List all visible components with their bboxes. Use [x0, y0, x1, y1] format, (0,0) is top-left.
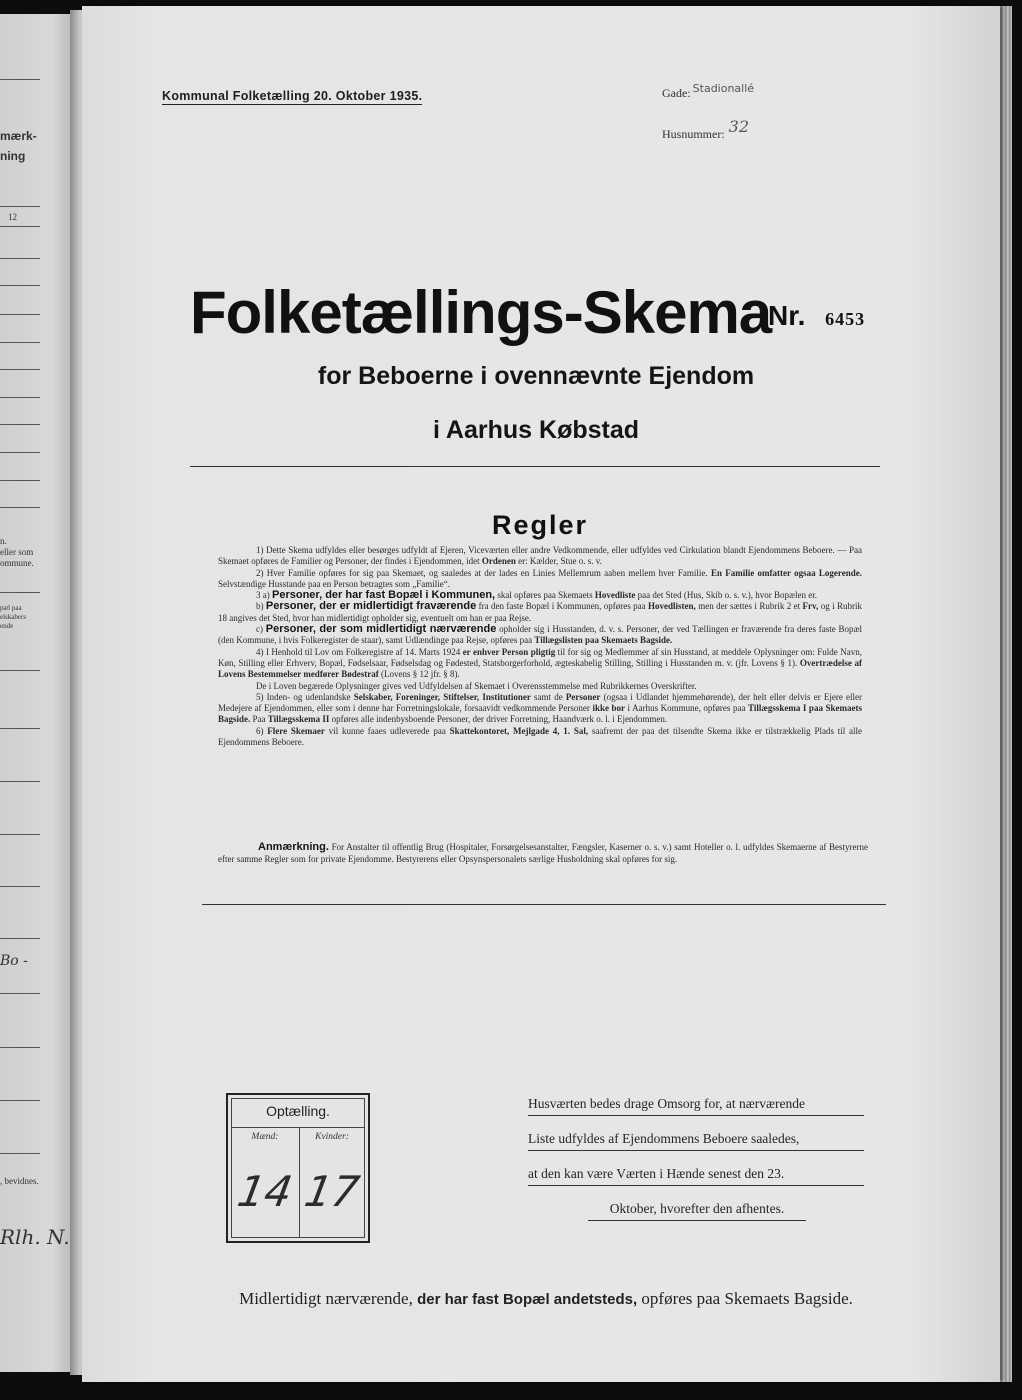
left-fragment-text: eller som: [0, 547, 34, 557]
rule-1: 1) Dette Skema udfyldes eller besørges udfyldt af Ejeren, Viceværten eller andre Vedkommende, eller udfyldes ved Cirkulation blandt Ejendommens Beboere. — Paa Skemaet opføres de Familier og Personer, der findes i Ejendommen, idet Ordenen er: Kælder, Stue o. s. v.: [218, 545, 862, 567]
rules-text: [218, 545, 862, 748]
form-number-label: Nr.: [768, 300, 806, 331]
left-fragment-text: ende: [0, 622, 14, 630]
divider: [190, 466, 880, 467]
form-title: Folketællings-Skema: [190, 279, 772, 346]
left-fragment-text: Bo -: [0, 953, 28, 969]
left-fragment-text: , bevidnes.: [0, 1176, 39, 1186]
left-fragment-text: Rlh. N.: [0, 1225, 70, 1249]
form-subtitle-1: for Beboerne i ovennævnte Ejendom: [317, 362, 755, 390]
footer-text: Midlertidigt nærværende,: [239, 1289, 413, 1308]
maend-count: 14: [233, 1167, 297, 1216]
notice-line: Oktober, hvorefter den afhentes.: [588, 1198, 806, 1221]
left-fragment-text: pæl paa: [0, 604, 22, 612]
left-fragment-text: ommune.: [0, 558, 34, 568]
left-fragment-text: ning: [0, 149, 26, 163]
husnummer-label: Husnummer:: [662, 127, 725, 141]
anmaerkning-text: For Anstalter til offentlig Brug (Hospitaler, Forsørgelsesanstalter, Fængsler, Kaserner o. s. v.) samt Hoteller o. l. udfyldes Skemaerne af Bestyrerne efter samme Regler som for private Ejendomme. Bestyrerens eller Opsynspersonalets særlige Husholdning skal opføres for sig.: [218, 842, 868, 864]
rule-6: 6) Flere Skemaer vil kunne faaes udleverede paa Skattekontoret, Mejlgade 4, 1. Sal, saafremt der paa det tilsendte Skema ikke er tilstrækkelig Plads til alle Ejendommens Beboere.: [218, 725, 863, 748]
optaelling-heading: Optælling.: [266, 1103, 330, 1119]
left-fragment-text: mærk-: [0, 129, 37, 143]
husnummer-field: [662, 117, 750, 143]
optaelling-box: [226, 1093, 370, 1243]
left-page-fragment: [0, 14, 74, 1372]
gade-field: [662, 84, 754, 102]
rule-5: 5) Inden- og udenlandske Selskaber, Foreninger, Stiftelser, Institutioner samt de Personer (ogsaa i Udlandet hjemmehørende), der helt eller delvis er Ejere eller Medejere af Ejendommen, eller som i denne har Forretningslokale, forsaavidt vedkommende Personer ikke bor i Aarhus Kommune, opføres paa Tillægsskema I paa Skemaets Bagside. Paa Tillægsskema II opføres alle indenbysboende Personer, der driver Forretning, Haandværk o. l. i Ejendommen.: [218, 691, 863, 725]
form-number-value: 6453: [825, 309, 866, 329]
left-fragment-text: 12: [8, 212, 17, 222]
rule-3c: c) Personer, der som midlertidigt nærværende opholder sig i Husstanden, d. v. s. Personer, der ved Tællingen er fraværende fra deres faste Bopæl (den Kommune, i hvis Folkeregister de staar), samt Udlændinge paa Rejse, opføres paa Tillægslisten paa Skemaets Bagside.: [218, 623, 863, 646]
form-subtitle-2: i Aarhus Købstad: [432, 416, 640, 444]
rules-heading: Regler: [491, 510, 589, 540]
form-number: [768, 300, 865, 332]
rule-3b: b) Personer, der er midlertidigt fraværende fra den faste Bopæl i Kommunen, opføres paa Hovedlisten, men der sættes i Rubrik 2 et Frv, og i Rubrik 18 angives det Sted, hvor han midlertidigt opholder sig, eventuelt om han er paa Rejse.: [218, 600, 862, 623]
kvinder-label: Kvinder:: [315, 1132, 349, 1142]
notice-line: Husværten bedes drage Omsorg for, at nærværende: [528, 1093, 864, 1116]
rule-3a: 3 a) Personer, der har fast Bopæl i Kommunen, skal opføres paa Skemaets Hovedliste paa det Sted (Hus, Skib o. s. v.), hvor Bopælen er.: [256, 589, 817, 602]
left-fragment-text: elskabers: [0, 613, 27, 621]
footer-bold-text: der har fast Bopæl andetsteds,: [417, 1291, 638, 1308]
rule-4-cont: De i Loven begærede Oplysninger gives ved Udfyldelsen af Skemaet i Overensstemmelse med Rubrikkernes Overskrifter.: [256, 680, 697, 691]
footer-note: [208, 1289, 884, 1309]
census-header-title: Kommunal Folketælling 20. Oktober 1935.: [162, 89, 423, 103]
rule-4: 4) I Henhold til Lov om Folkeregistre af 14. Marts 1924 er enhver Person pligtig til for sig og Medlemmer af sin Husstand, at meddele Oplysninger om: Fulde Navn, Køn, Stilling eller Erhverv, Bopæl, Fødselsaar, Fødselsdag og Fødested, Statsborgerforhold, ægteskabelig Stilling, Stilling i Husstanden m. v. (jfr. Lovens § 1). Overtrædelse af Lovens Bestemmelser medfører Bødestraf (Lovens § 12 jfr. § 8).: [218, 646, 863, 680]
anmaerkning-note: [218, 842, 868, 865]
footer-text: opføres paa Skemaets Bagside.: [641, 1289, 853, 1308]
maend-label: Mænd:: [251, 1132, 279, 1142]
notice-line: at den kan være Værten i Hænde senest den 23.: [528, 1163, 864, 1186]
divider: [202, 904, 886, 905]
gade-label: Gade:: [662, 86, 691, 100]
rule-2: 2) Hver Familie opføres for sig paa Skemaet, og saaledes at der lades en Linies Mellemrum aaben mellem hver Familie. En Familie omfatter ogsaa Logerende. Selvstændige Husstande paa en Person betragtes som „Familie“.: [218, 567, 862, 589]
gade-value: Stadionallé: [692, 82, 755, 95]
kvinder-count: 17: [300, 1167, 364, 1216]
notice-line: Liste udfyldes af Ejendommens Beboere saaledes,: [528, 1128, 864, 1151]
anmaerkning-heading: Anmærkning.: [258, 841, 329, 853]
landlord-notice: [528, 1093, 864, 1233]
husnummer-value: 32: [728, 117, 750, 136]
left-fragment-text: n.: [0, 536, 7, 546]
